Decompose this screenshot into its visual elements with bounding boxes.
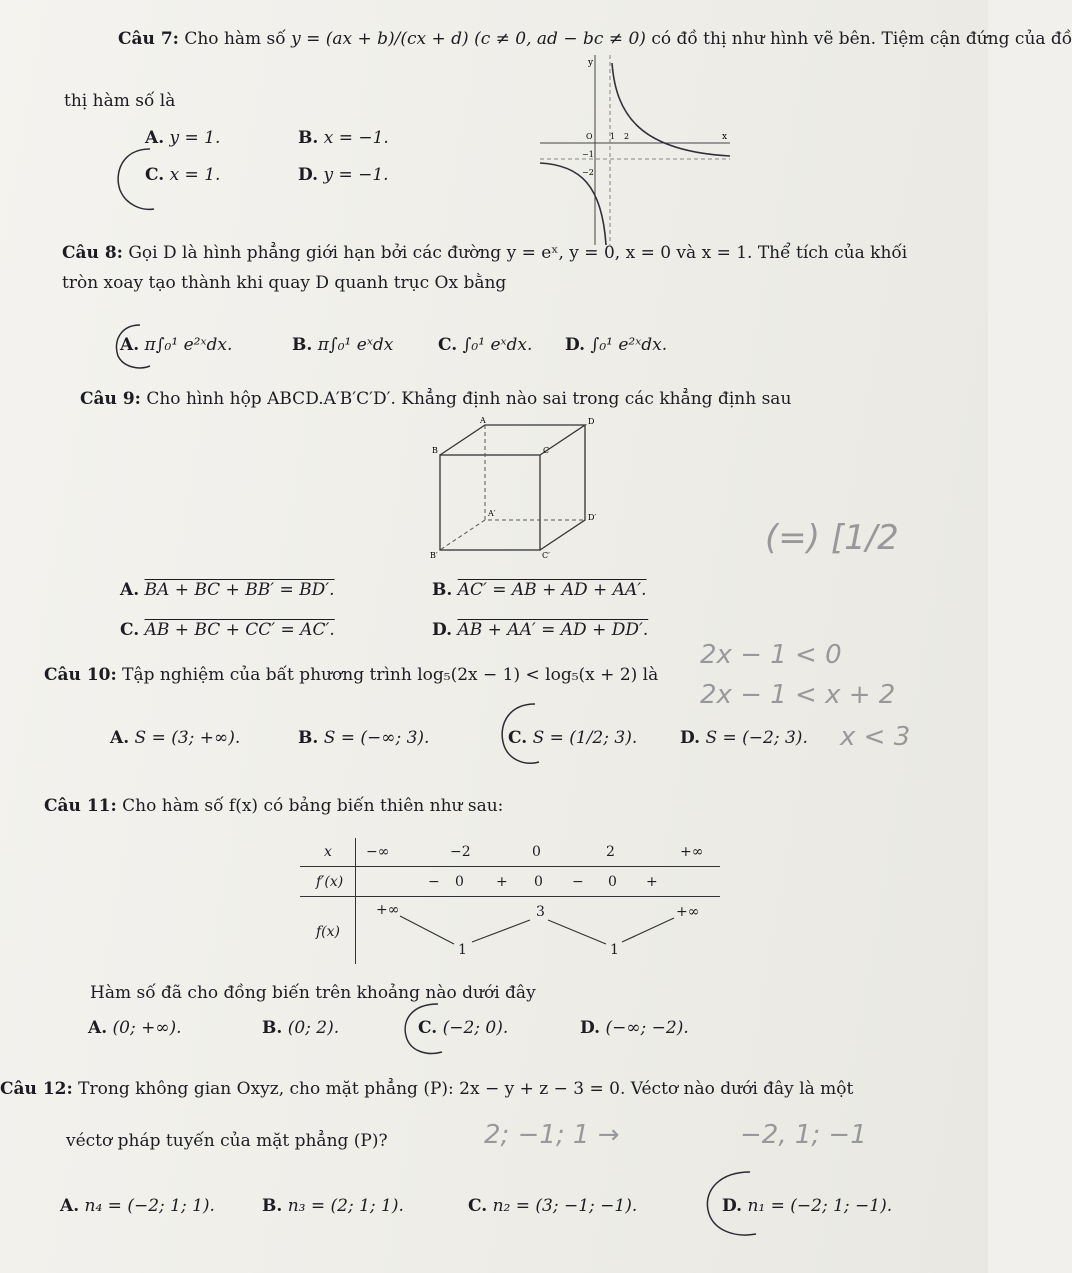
q10-option-c[interactable]: C. S = (1/2; 3). (508, 728, 638, 748)
q11-variation-table (300, 838, 720, 968)
q12-option-b[interactable]: B. n₃ = (2; 1; 1). (262, 1196, 404, 1216)
q8-option-c[interactable]: C. ∫₀¹ eˣdx. (438, 335, 533, 355)
cube-label-a: A (480, 416, 486, 425)
graph-tick-neg1: −1 (582, 150, 594, 159)
graph-x-label: x (722, 132, 728, 142)
q7-line1 (118, 28, 1072, 50)
q9-option-d[interactable]: D. AB + AA′ = AD + DD′. (432, 620, 649, 640)
q9-cube-figure (430, 416, 600, 560)
cube-label-c: C (543, 446, 550, 455)
graph-tick-neg2: −2 (582, 168, 594, 177)
q7-option-c[interactable]: C. x = 1. (145, 165, 221, 185)
q11-option-b[interactable]: B. (0; 2). (262, 1018, 340, 1038)
q9-option-b[interactable]: B. AC′ = AB + AD + AA′. (432, 580, 647, 600)
table-f-value: 1 (610, 942, 619, 958)
cube-label-d1: D′ (588, 513, 597, 522)
table-fprime-value: 0 (608, 874, 617, 890)
q8-line2: tròn xoay tạo thành khi quay D quanh trục Ox bằng (62, 273, 507, 293)
table-f-value: +∞ (376, 902, 400, 918)
q12-option-a[interactable]: A. n₄ = (−2; 1; 1). (60, 1196, 215, 1216)
table-f-value: 3 (536, 904, 545, 920)
table-x-value: −2 (450, 844, 471, 860)
q9-text: Cho hình hộp ABCD.A′B′C′D′. Khẳng định nào sai trong các khẳng định sau (146, 389, 792, 409)
graph-y-label: y (588, 58, 594, 68)
cube-label-b1: B′ (430, 551, 438, 560)
table-x-value: −∞ (366, 844, 390, 860)
q7-option-b[interactable]: B. x = −1. (298, 128, 389, 148)
table-f-value: +∞ (676, 904, 700, 920)
q11-label: Câu 11: (44, 796, 117, 816)
q12-line1 (0, 1078, 853, 1100)
handwriting-note: −2, 1; −1 (740, 1120, 867, 1150)
q8-label: Câu 8: (62, 243, 123, 263)
table-x-value: +∞ (680, 844, 704, 860)
table-x-value: 0 (532, 844, 541, 860)
q7-option-a[interactable]: A. y = 1. (145, 128, 221, 148)
q11-question: Hàm số đã cho đồng biến trên khoảng nào dưới đây (90, 983, 536, 1003)
q11-line (44, 795, 503, 817)
q7-label: Câu 7: (118, 29, 179, 49)
q10-text: Tập nghiệm của bất phương trình log₅(2x − 1) < log₅(x + 2) là (122, 665, 659, 685)
q12-option-c[interactable]: C. n₂ = (3; −1; −1). (468, 1196, 638, 1216)
cube-label-c1: C′ (542, 551, 550, 560)
q12-label: Câu 12: (0, 1079, 73, 1099)
handwriting-note: 2x − 1 < x + 2 (700, 680, 896, 710)
table-x-value: 2 (606, 844, 615, 860)
table-f-value: 1 (458, 942, 467, 958)
q11-option-d[interactable]: D. (−∞; −2). (580, 1018, 689, 1038)
q12-option-d[interactable]: D. n₁ = (−2; 1; −1). (722, 1196, 893, 1216)
q7-line2: thị hàm số là (64, 91, 176, 111)
q8-option-b[interactable]: B. π∫₀¹ eˣdx (292, 335, 394, 355)
cube-label-b: B (432, 446, 438, 455)
table-fprime-value: 0 (534, 874, 543, 890)
table-fprime-label: f′(x) (316, 874, 344, 890)
q7-text-after: có đồ thị như hình vẽ bên. Tiệm cận đứng của đồ (651, 29, 1072, 49)
graph-tick-1: 1 (610, 132, 616, 141)
q12-line2: véctơ pháp tuyến của mặt phẳng (P)? (66, 1131, 388, 1151)
table-fprime-value: − (428, 874, 440, 890)
q10-label: Câu 10: (44, 665, 117, 685)
table-fprime-value: + (496, 874, 508, 890)
table-fprime-value: 0 (455, 874, 464, 890)
cube-label-a1: A′ (488, 509, 496, 518)
q9-option-a[interactable]: A. BA + BC + BB′ = BD′. (120, 580, 335, 600)
cube-label-d: D (588, 417, 595, 426)
q7-text-before: Cho hàm số (184, 29, 286, 49)
q9-label: Câu 9: (80, 389, 141, 409)
q12-text1: Trong không gian Oxyz, cho mặt phẳng (P): 2x − y + z − 3 = 0. Véctơ nào dưới đây là một (78, 1079, 854, 1099)
handwriting-note: 2x − 1 < 0 (700, 640, 842, 670)
q9-line (80, 388, 791, 410)
handwriting-note: x < 3 (840, 722, 911, 752)
table-x-label: x (324, 844, 332, 860)
q8-line1 (62, 242, 907, 264)
handwriting-note: (=) [1/2 (765, 518, 899, 558)
q12-answer-circle (700, 1168, 780, 1243)
table-arrows (300, 838, 720, 968)
handwriting-note: 2; −1; 1 → (484, 1120, 620, 1150)
q11-answer-circle (398, 1000, 458, 1060)
q10-option-a[interactable]: A. S = (3; +∞). (110, 728, 241, 748)
q7-graph (540, 55, 730, 245)
q10-line (44, 664, 658, 686)
q7-answer-circle (112, 145, 192, 215)
table-fprime-value: − (572, 874, 584, 890)
q10-option-b[interactable]: B. S = (−∞; 3). (298, 728, 430, 748)
q8-option-a[interactable]: A. π∫₀¹ e²ˣdx. (120, 335, 233, 355)
table-f-label: f(x) (316, 924, 341, 940)
q7-option-d[interactable]: D. y = −1. (298, 165, 389, 185)
q8-text1: Gọi D là hình phẳng giới hạn bởi các đường y = eˣ, y = 0, x = 0 và x = 1. Thể tích của khối (128, 243, 908, 263)
q10-answer-circle (495, 700, 555, 770)
q9-option-c[interactable]: C. AB + BC + CC′ = AC′. (120, 620, 335, 640)
table-fprime-value: + (646, 874, 658, 890)
graph-origin-label: O (586, 132, 593, 141)
q11-option-a[interactable]: A. (0; +∞). (88, 1018, 182, 1038)
q10-option-d[interactable]: D. S = (−2; 3). (680, 728, 808, 748)
q8-option-d[interactable]: D. ∫₀¹ e²ˣdx. (565, 335, 668, 355)
q8-answer-circle (110, 322, 170, 372)
q7-formula: y = (ax + b)/(cx + d) (c ≠ 0, ad − bc ≠ 0) (291, 29, 646, 49)
graph-tick-2: 2 (624, 132, 630, 141)
q11-option-c[interactable]: C. (−2; 0). (418, 1018, 509, 1038)
q11-text: Cho hàm số f(x) có bảng biến thiên như sau: (122, 796, 504, 816)
